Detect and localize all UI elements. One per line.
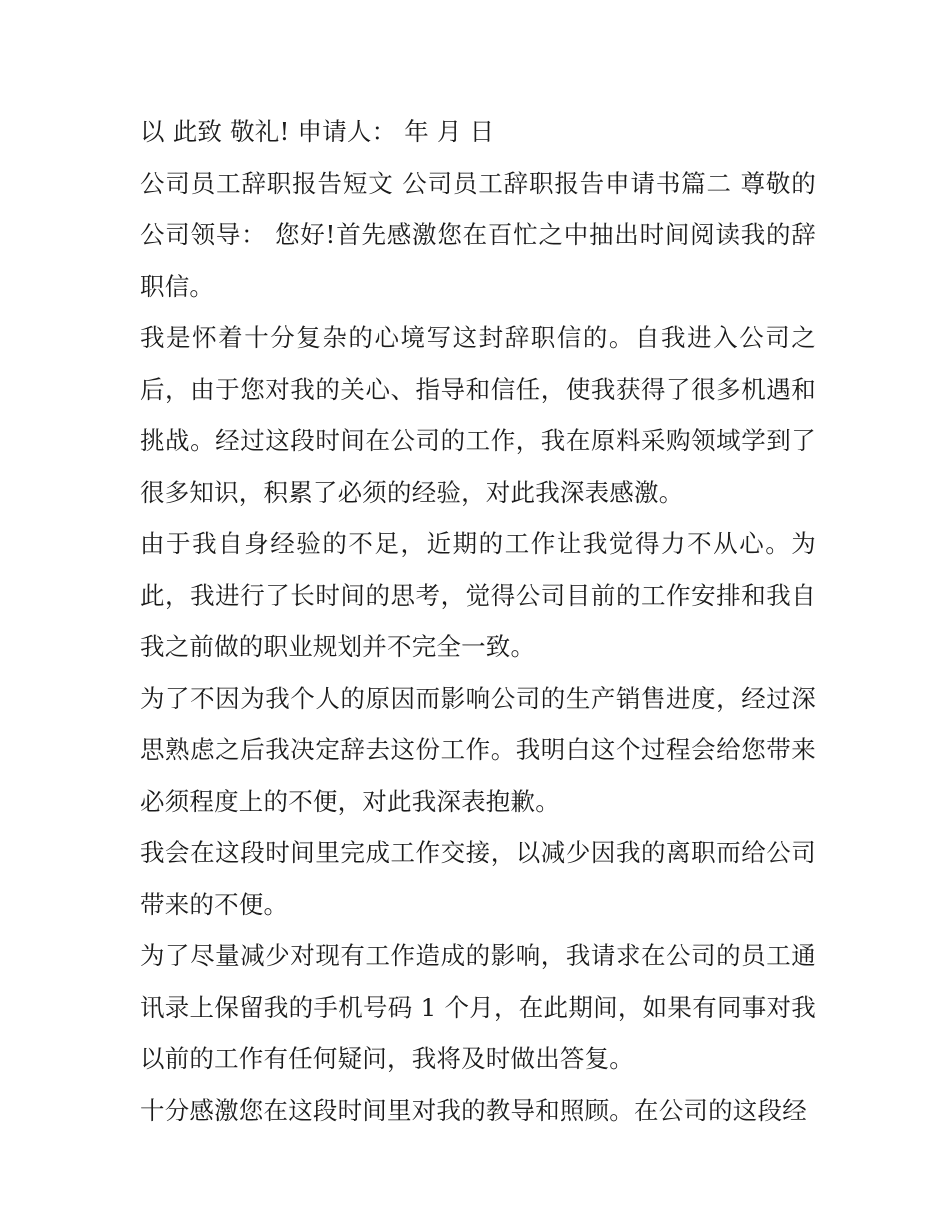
paragraph-experience: 由于我自身经验的不足，近期的工作让我觉得力不从心。为此，我进行了长时间的思考，觉得公司目前的工作安排和我自我之前做的职业规划并不完全一致。 [140,529,816,661]
paragraph-handover: 我会在这段时间里完成工作交接，以减少因我的离职而给公司带来的不便。 [140,838,816,919]
paragraph-reason-intro: 我是怀着十分复杂的心境写这封辞职信的。自我进入公司之后，由于您对我的关心、指导和信任，使我获得了很多机遇和挑战。经过这段时间在公司的工作，我在原料采购领域学到了很多知识，积累了必须的经验，对此我深表感激。 [140,323,816,507]
paragraph-title-greeting: 公司员工辞职报告短文 公司员工辞职报告申请书篇二 尊敬的公司领导： 您好!首先感激您在百忙之中抽出时间阅读我的辞职信。 [140,168,816,301]
paragraph-thanks: 十分感激您在这段时间里对我的教导和照顾。在公司的这段经 [140,1095,807,1125]
paragraph-closing: 以 此致 敬礼! 申请人： 年 月 日 [140,117,495,146]
paragraph-contact: 为了尽量减少对现有工作造成的影响，我请求在公司的员工通讯录上保留我的手机号码 1 个月，在此期间，如果有同事对我以前的工作有任何疑问，我将及时做出答复。 [140,941,816,1073]
paragraph-decision: 为了不因为我个人的原因而影响公司的生产销售进度，经过深思熟虑之后我决定辞去这份工作。我明白这个过程会给您带来必须程度上的不便，对此我深表抱歉。 [140,683,816,816]
document-body [140,106,816,1136]
